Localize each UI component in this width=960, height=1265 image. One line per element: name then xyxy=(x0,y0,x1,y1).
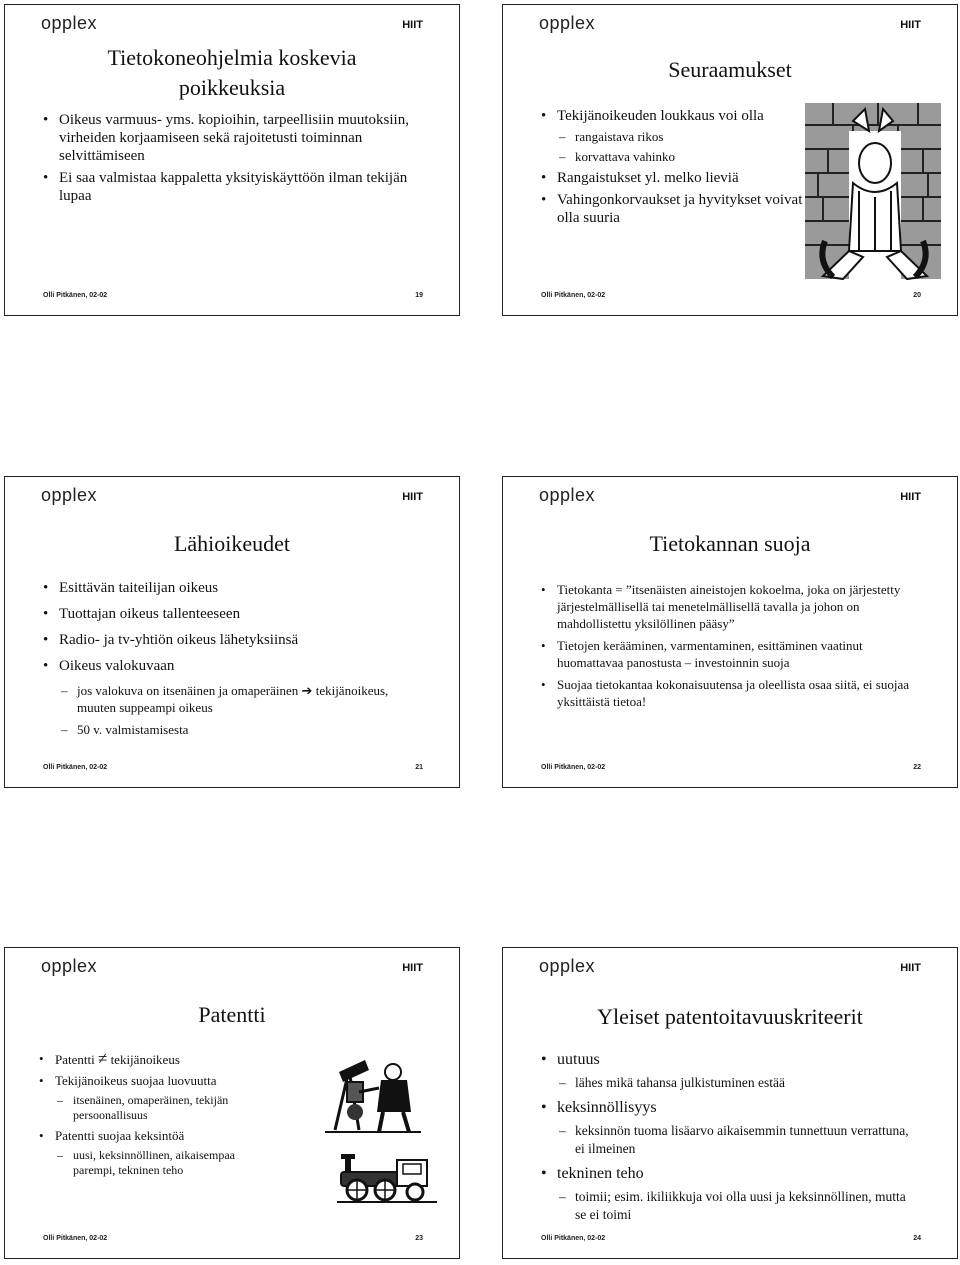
bullet: • Vahingonkorvaukset ja hyvitykset voivat olla suuria xyxy=(541,191,807,227)
slide-20 xyxy=(502,4,958,316)
sub-bullet: – korvattava vahinko xyxy=(541,149,797,165)
arrow-right-icon: ➔ xyxy=(301,684,313,699)
slide-body xyxy=(541,1050,917,1228)
sub-bullet: – lähes mikä tahansa julkistuminen estää xyxy=(541,1074,917,1092)
bullet: • uutuus xyxy=(541,1050,917,1070)
bullet: • Radio- ja tv-yhtiön oikeus lähetyksiinsä xyxy=(43,631,439,649)
bullet: • Tietojen kerääminen, varmentaminen, esittäminen vaatinut huomattavaa panostusta – investoinnin suoja xyxy=(541,637,923,671)
bullet: • Tuottajan oikeus tallenteeseen xyxy=(43,605,439,623)
not-equal-icon: ≠ xyxy=(97,1049,108,1068)
bullet: • Rangaistukset yl. melko lieviä xyxy=(541,169,797,187)
slide-19 xyxy=(4,4,460,316)
hiit-logo: HIIT xyxy=(900,491,921,503)
slide-title: Patentti xyxy=(198,1002,266,1027)
bullet: • Oikeus valokuvaan xyxy=(43,657,439,675)
bullet: • Tekijänoikeuden loukkaus voi olla xyxy=(541,107,797,125)
slide-number: 23 xyxy=(415,1235,423,1242)
sub-bullet: – uusi, keksinnöllinen, aikaisempaa parempi, tekninen teho xyxy=(39,1148,279,1178)
hiit-logo: HIIT xyxy=(402,491,423,503)
bullet: • Esittävän taiteilijan oikeus xyxy=(43,579,439,597)
slide-footer-author: Olli Pitkänen, 02-02 xyxy=(541,1235,606,1242)
slide-number: 19 xyxy=(415,292,423,299)
slide-title: Tietokannan suoja xyxy=(649,531,811,556)
slide-22 xyxy=(502,476,958,788)
slide-number: 22 xyxy=(913,764,921,771)
slide-body xyxy=(43,111,419,209)
bullet: • Tietokanta = ”itsenäisten aineistojen kokoelma, joka on järjestetty järjestelmällisellä tai menetelmällisellä tavalla ja johon on mahdollistettu yksilöllinen pääsy” xyxy=(541,581,923,632)
slide-body xyxy=(43,579,439,742)
bullet: • Oikeus varmuus- yms. kopioihin, tarpeellisiin muutoksiin, virheiden korjaamiseen sekä rajoitetusti toiminnan selvittämiseen xyxy=(43,111,419,165)
sub-bullet: – 50 v. valmistamisesta xyxy=(43,722,439,738)
opplex-logo: opplex xyxy=(41,956,98,976)
slide-body xyxy=(541,581,923,714)
hiit-logo: HIIT xyxy=(900,19,921,31)
slide-21 xyxy=(4,476,460,788)
bullet: • Ei saa valmistaa kappaletta yksityiskäyttöön ilman tekijän lupaa xyxy=(43,169,419,205)
slide-footer-author: Olli Pitkänen, 02-02 xyxy=(43,292,108,299)
bullet: • tekninen teho xyxy=(541,1164,917,1184)
inventor-with-machine-icon xyxy=(325,1052,421,1134)
sub-bullet: – itsenäinen, omaperäinen, tekijän persoonallisuus xyxy=(39,1093,279,1123)
slide-title: Yleiset patentoitavuuskriteerit xyxy=(597,1004,863,1029)
bullet: • keksinnöllisyys xyxy=(541,1098,917,1118)
opplex-logo: opplex xyxy=(41,485,98,505)
bullet: • Tekijänoikeus suojaa luovuutta xyxy=(39,1072,279,1089)
hiit-logo: HIIT xyxy=(900,962,921,974)
hiit-logo: HIIT xyxy=(402,19,423,31)
opplex-logo: opplex xyxy=(41,13,98,33)
bullet: • Suojaa tietokantaa kokonaisuutensa ja oleellista osaa siitä, ei suojaa yksittäistä tietoa! xyxy=(541,676,923,710)
slide-title: Lähioikeudet xyxy=(173,531,291,556)
slide-title: Tietokoneohjelmia koskevia poikkeuksia xyxy=(107,45,357,100)
slide-23 xyxy=(4,947,460,1259)
slide-number: 20 xyxy=(913,292,921,299)
slide-body xyxy=(541,107,803,231)
bullet: • Patentti ≠ tekijänoikeus xyxy=(39,1050,279,1068)
sub-bullet: – toimii; esim. ikiliikkuja voi olla uusi ja keksinnöllinen, mutta se ei toimi xyxy=(541,1188,917,1224)
slide-24 xyxy=(502,947,958,1259)
slide-footer-author: Olli Pitkänen, 02-02 xyxy=(43,1235,108,1242)
slide-footer-author: Olli Pitkänen, 02-02 xyxy=(541,764,606,771)
slide-number: 21 xyxy=(415,764,423,771)
hiit-logo: HIIT xyxy=(402,962,423,974)
opplex-logo: opplex xyxy=(539,956,596,976)
opplex-logo: opplex xyxy=(539,485,596,505)
sub-bullet: – rangaistava rikos xyxy=(541,129,797,145)
slide-number: 24 xyxy=(913,1235,921,1242)
slide-title: Seuraamukset xyxy=(668,57,792,82)
sub-bullet: – keksinnön tuoma lisäarvo aikaisemmin tunnettuun verrattuna, ei ilmeinen xyxy=(541,1122,917,1158)
slide-footer-author: Olli Pitkänen, 02-02 xyxy=(43,764,108,771)
opplex-logo: opplex xyxy=(539,13,596,33)
sub-bullet: – jos valokuva on itsenäinen ja omaperäinen ➔ tekijänoikeus, muuten suppeampi oikeus xyxy=(43,683,407,716)
steam-locomotive-icon xyxy=(337,1138,437,1204)
slide-footer-author: Olli Pitkänen, 02-02 xyxy=(541,292,606,299)
bullet: • Patentti suojaa keksintöä xyxy=(39,1127,279,1144)
prisoner-behind-wall-icon xyxy=(803,101,943,281)
slide-body xyxy=(39,1050,279,1182)
